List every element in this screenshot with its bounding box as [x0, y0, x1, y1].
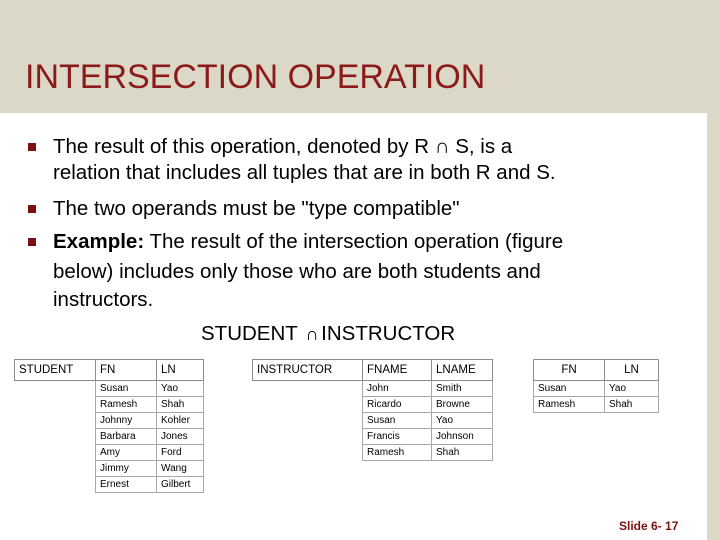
- student-table-name: STUDENT: [15, 360, 96, 381]
- table-row: [253, 429, 493, 445]
- table-row: [15, 477, 204, 493]
- bullet-1-text-b: S, is a: [449, 135, 513, 158]
- column-header: FNAME: [363, 360, 432, 381]
- bullet-marker-2: [28, 205, 36, 213]
- table-row: [15, 445, 204, 461]
- table-cell: Jimmy: [96, 461, 157, 477]
- table-cell: Amy: [96, 445, 157, 461]
- caption-left: STUDENT: [201, 322, 304, 345]
- bullet-1-line-2: relation that includes all tuples that are in both R and S.: [53, 161, 556, 184]
- table-cell: Ford: [157, 445, 204, 461]
- table-row: [253, 413, 493, 429]
- table-cell: Francis: [363, 429, 432, 445]
- table-cell: John: [363, 381, 432, 397]
- bullet-2-text: The two operands must be "type compatible": [53, 197, 460, 220]
- column-header: LN: [605, 360, 659, 381]
- table-header-row: [15, 360, 204, 381]
- table-cell: Smith: [432, 381, 493, 397]
- table-row: [15, 461, 204, 477]
- table-row: [253, 381, 493, 397]
- table-cell: Ernest: [96, 477, 157, 493]
- table-row: [15, 413, 204, 429]
- bullet-1-text-a: The result of this operation, denoted by R: [53, 135, 435, 158]
- instructor-table-name: INSTRUCTOR: [253, 360, 363, 381]
- table-cell: Ramesh: [534, 397, 605, 413]
- table-cell: Johnny: [96, 413, 157, 429]
- table-cell: Shah: [605, 397, 659, 413]
- bullet-3-text-a: The result of the intersection operation (figure: [144, 230, 564, 253]
- table-cell: Susan: [96, 381, 157, 397]
- figure-caption: [201, 322, 455, 346]
- bullet-marker-1: [28, 143, 36, 151]
- table-cell: Jones: [157, 429, 204, 445]
- example-label: Example:: [53, 230, 145, 253]
- table-cell: Browne: [432, 397, 493, 413]
- table-row: [534, 381, 659, 397]
- bullet-3-line-3: instructors.: [53, 288, 154, 311]
- column-header: LN: [157, 360, 204, 381]
- table-row: [253, 397, 493, 413]
- table-row: [15, 381, 204, 397]
- table-row: [15, 429, 204, 445]
- table-cell: Yao: [432, 413, 493, 429]
- caption-right: INSTRUCTOR: [321, 322, 456, 345]
- table-header-row: [253, 360, 493, 381]
- table-cell: Susan: [534, 381, 605, 397]
- table-row: [15, 397, 204, 413]
- table-cell: Ramesh: [96, 397, 157, 413]
- bullet-3-line-1: [53, 229, 563, 255]
- instructor-table: [252, 359, 493, 461]
- slide-title: INTERSECTION OPERATION: [25, 58, 486, 96]
- table-cell: Yao: [157, 381, 204, 397]
- table-cell: Shah: [432, 445, 493, 461]
- table-row: [253, 445, 493, 461]
- side-bar: [707, 113, 720, 540]
- slide-number: Slide 6- 17: [619, 519, 679, 533]
- student-table: [14, 359, 204, 493]
- bullet-1-line-1: [53, 134, 512, 160]
- column-header: FN: [96, 360, 157, 381]
- table-cell: Gilbert: [157, 477, 204, 493]
- bullet-3-line-2: below) includes only those who are both students and: [53, 260, 541, 283]
- table-header-row: [534, 360, 659, 381]
- column-header: LNAME: [432, 360, 493, 381]
- table-cell: Barbara: [96, 429, 157, 445]
- table-cell: Ramesh: [363, 445, 432, 461]
- table-cell: Johnson: [432, 429, 493, 445]
- title-bar: [0, 0, 720, 113]
- table-row: [534, 397, 659, 413]
- intersection-symbol: ∩: [434, 135, 450, 158]
- table-cell: Shah: [157, 397, 204, 413]
- table-cell: Kohler: [157, 413, 204, 429]
- table-cell: Susan: [363, 413, 432, 429]
- column-header: FN: [534, 360, 605, 381]
- caption-intersection-symbol: ∩: [305, 324, 319, 344]
- table-cell: Wang: [157, 461, 204, 477]
- bullet-marker-3: [28, 238, 36, 246]
- result-table: [533, 359, 659, 413]
- table-cell: Yao: [605, 381, 659, 397]
- table-cell: Ricardo: [363, 397, 432, 413]
